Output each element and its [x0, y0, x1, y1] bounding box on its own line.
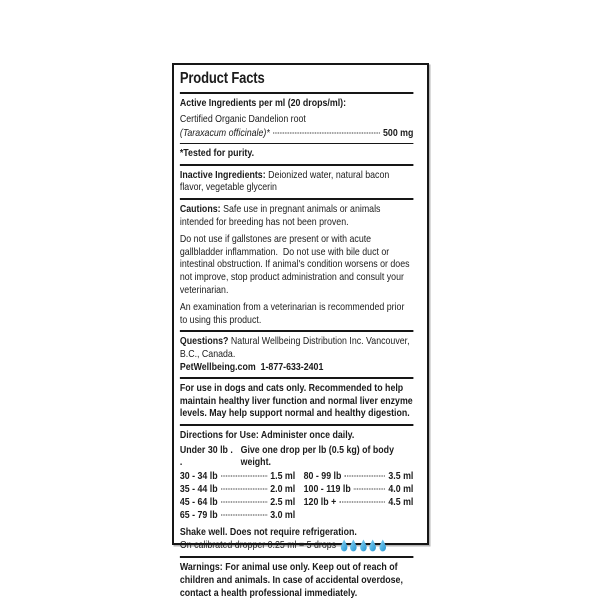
dose-row [180, 509, 295, 522]
dot-leader [273, 132, 380, 133]
inactive-ingredients-value: Deionized water, natural bacon flavor, vegetable glycerin [179, 168, 392, 194]
purity-note-section [180, 144, 414, 164]
contact-info: PetWellbeing.com 1-877-633-2401 [179, 360, 324, 373]
dose-row [304, 470, 414, 483]
questions-label: Questions? [179, 335, 229, 348]
water-drop-icon [369, 539, 377, 552]
dot-leader [221, 514, 267, 515]
ingredient-amount: 500 mg [383, 126, 414, 139]
under-30lb-row [180, 444, 414, 469]
warnings-text [180, 561, 414, 599]
dot-leader [345, 475, 385, 476]
inactive-ingredients-text [180, 169, 414, 194]
water-drop-icon [379, 539, 387, 552]
water-drop-icon [340, 539, 348, 552]
warnings-section [180, 558, 414, 603]
under-30lb-text: Give one drop per lb (0.5 kg) of body weight. [240, 443, 394, 469]
dose-row [180, 496, 295, 509]
dropper-text: On calibrated dropper 0.25 ml = 5 drops [179, 539, 337, 552]
weight-range: 35 - 44 lb [179, 482, 218, 495]
dot-leader [340, 501, 385, 502]
ingredient-name: Certified Organic Dandelion root [179, 113, 306, 126]
questions-text [180, 335, 414, 373]
dose-table-left-column [180, 470, 304, 522]
cautions-section [180, 200, 414, 330]
cautions-paragraph-3: An examination from a veterinarian is recommended prior to using this product. [179, 301, 407, 326]
panel-title: Product Facts [179, 70, 265, 87]
weight-range: 30 - 34 lb [179, 469, 218, 482]
purity-note: *Tested for purity. [179, 147, 255, 160]
weight-range: 100 - 119 lb [303, 482, 351, 495]
weight-range: 120 lb + [303, 495, 337, 508]
water-drop-icon [360, 539, 368, 552]
dot-leader [221, 488, 267, 489]
inactive-ingredients-section [180, 166, 414, 198]
dose-table-right-column [304, 470, 414, 522]
ingredient-latin-name: (Taraxacum officinale)* [179, 126, 270, 139]
dose-value: 3.5 ml [388, 469, 414, 482]
distributor-text: Natural Wellbeing Distribution Inc. Vancouver, B.C., Canada. [179, 335, 412, 360]
cautions-paragraph-1 [180, 203, 414, 228]
inactive-ingredients-label: Inactive Ingredients: [179, 168, 266, 181]
usage-claim-section [180, 379, 414, 424]
dose-value: 4.0 ml [388, 482, 414, 495]
dot-leader [221, 501, 267, 502]
active-ingredients-heading: Active Ingredients per ml (20 drops/ml): [179, 97, 347, 109]
water-drop-icon [350, 539, 358, 552]
drop-icons [340, 539, 386, 552]
cautions-text-1: Safe use in pregnant animals or animals intended for breeding has not been proven. [179, 203, 383, 228]
dot-leader [354, 488, 385, 489]
usage-claim-text: For use in dogs and cats only. Recommended to help maintain healthy liver function and normal liver enzyme levels. May help support normal and healthy digestion. [179, 382, 416, 420]
dose-table [180, 470, 414, 522]
dose-value: 4.5 ml [388, 495, 414, 508]
questions-section [180, 332, 414, 377]
dose-value: 2.0 ml [270, 482, 296, 495]
dose-row [180, 483, 295, 496]
warnings-value: For animal use only. Keep out of reach of children and animals. In case of accidental overdose, contact a health professional immediately. [179, 561, 406, 599]
dose-value: 1.5 ml [270, 469, 296, 482]
dose-row [304, 496, 414, 509]
directions-section [180, 426, 414, 556]
dose-value: 2.5 ml [270, 495, 296, 508]
weight-range: 45 - 64 lb [179, 495, 218, 508]
warnings-label: Warnings: [179, 561, 223, 574]
under-30lb-label: Under 30 lb . . [179, 443, 233, 469]
product-facts-panel [172, 63, 429, 599]
cautions-paragraph-2: Do not use if gallstones are present or with acute gallbladder inflammation. Do not use with bile duct or intestinal obstruction. If animal's condition worsens or does not improve, stop product administration and consult your veterinarian. [179, 233, 412, 296]
ingredient-amount-row [180, 127, 414, 140]
dropper-equivalence-row [180, 539, 414, 552]
shake-instruction: Shake well. Does not require refrigeration. [179, 525, 357, 538]
dot-leader [221, 475, 267, 476]
cautions-label: Cautions: [179, 203, 221, 216]
weight-range: 65 - 79 lb [179, 508, 218, 521]
dose-row [180, 470, 295, 483]
active-ingredients-section [180, 94, 414, 143]
dose-row [304, 483, 414, 496]
directions-heading: Directions for Use: Administer once daily. [179, 428, 355, 441]
dose-value: 3.0 ml [270, 508, 296, 521]
weight-range: 80 - 99 lb [303, 469, 342, 482]
